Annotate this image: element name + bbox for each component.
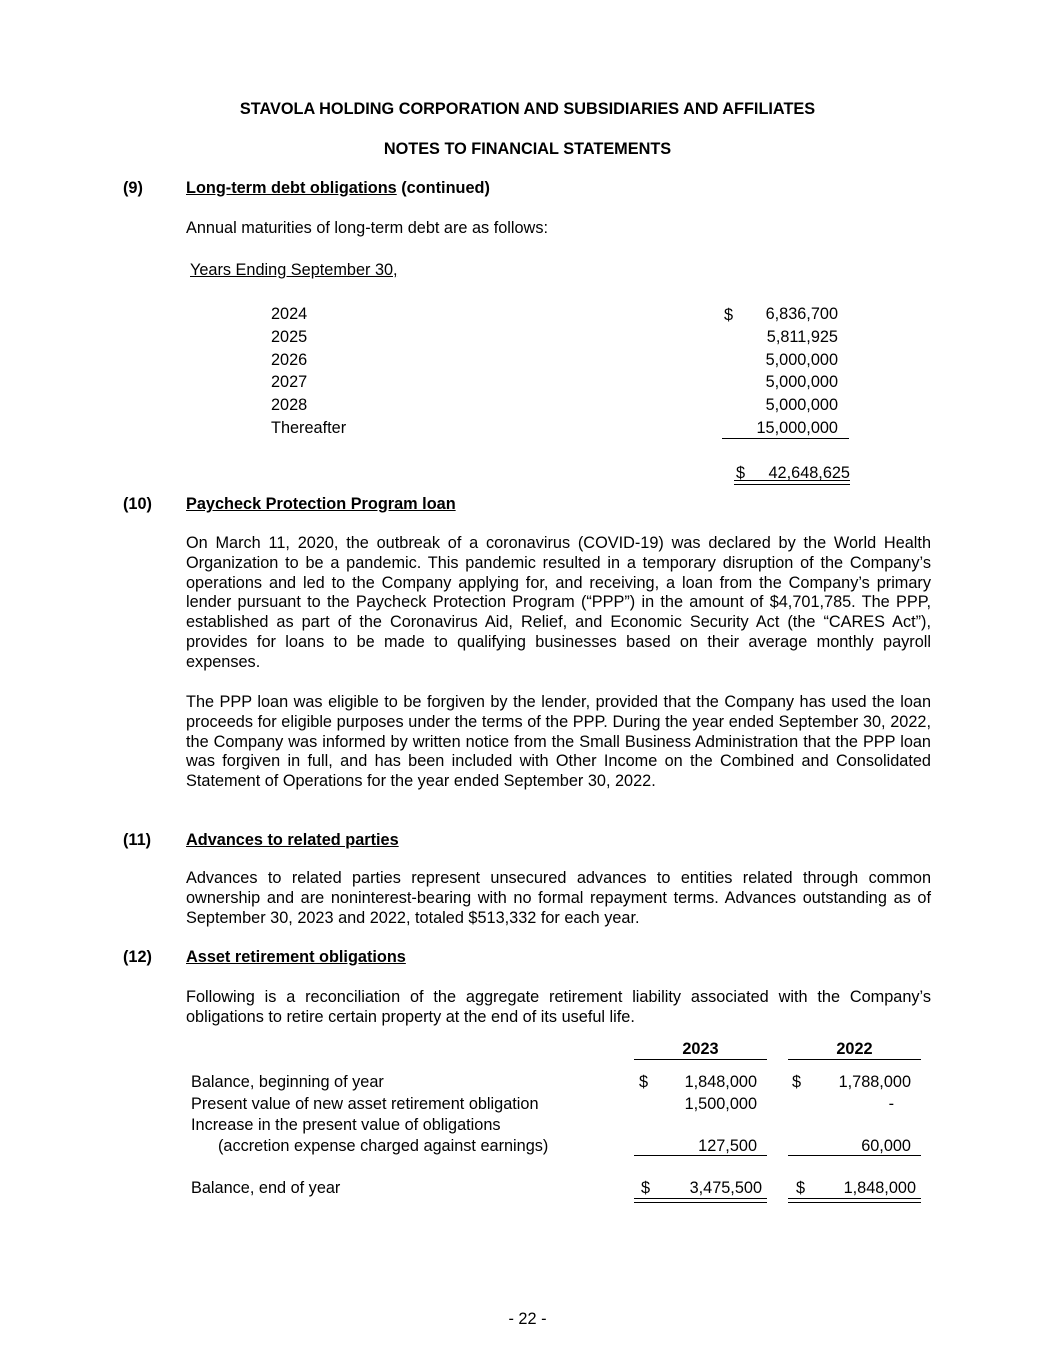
note12-number: (12): [123, 948, 152, 966]
total-double-rule-2023: [634, 1198, 767, 1203]
note11-number: (11): [123, 831, 152, 849]
amount-2022: -: [888, 1095, 894, 1113]
maturity-year: 2024: [271, 305, 308, 323]
total-double-rule: [734, 480, 850, 485]
total-double-rule-2022: [788, 1198, 921, 1203]
currency-symbol: $: [792, 1073, 802, 1091]
note9-heading: [186, 179, 490, 198]
maturities-total: 42,648,625: [768, 464, 850, 482]
currency-symbol: $: [724, 306, 734, 324]
note12-paragraph: Following is a reconciliation of the aggregate retirement liability associated with the Company’s obligations to retire certain property at the end of its useful life.: [186, 988, 931, 1026]
page-number: - 22 -: [508, 1310, 547, 1328]
column-header-2022: 2022: [836, 1040, 873, 1058]
note9-intro: Annual maturities of long-term debt are as follows:: [186, 219, 548, 237]
note9-number: (9): [123, 179, 143, 197]
note9-title: Long-term debt obligations: [186, 179, 397, 197]
amount-2023: 1,848,000: [684, 1073, 757, 1091]
maturities-table-heading: Years Ending September 30,: [190, 261, 398, 279]
maturity-amount: 5,811,925: [766, 328, 838, 346]
amount-2023: 1,500,000: [684, 1095, 757, 1113]
note10-number: (10): [123, 495, 152, 513]
maturity-amount: 5,000,000: [765, 396, 838, 414]
amount-2023: 127,500: [698, 1137, 757, 1155]
maturity-amount: 5,000,000: [765, 373, 838, 391]
maturity-year: 2027: [271, 373, 308, 391]
row-label: Present value of new asset retirement obligation: [191, 1095, 539, 1113]
company-name: STAVOLA HOLDING CORPORATION AND SUBSIDIARIES AND AFFILIATES: [239, 100, 816, 118]
total-2022: 1,848,000: [843, 1179, 916, 1197]
amount-2022: 60,000: [861, 1137, 911, 1155]
row-label: Increase in the present value of obligations: [191, 1116, 501, 1134]
total-row-label: Balance, end of year: [191, 1179, 341, 1197]
maturity-year: 2028: [271, 396, 308, 414]
note10-title: Paycheck Protection Program loan: [186, 495, 456, 513]
note10-paragraph-2: The PPP loan was eligible to be forgiven by the lender, provided that the Company has used the loan proceeds for eligible purposes under the terms of the PPP. During the year ended September 30, 2022, the Company was informed by written notice from the Small Business Administration that the PPP loan was forgiven in full, and has been included with Other Income on the Combined and Consolidated Statement of Operations for the year ended September 30, 2022.: [186, 693, 931, 791]
header-rule-2022: [788, 1059, 921, 1060]
page-subtitle: NOTES TO FINANCIAL STATEMENTS: [383, 140, 672, 158]
amount-2022: 1,788,000: [838, 1073, 911, 1091]
subtotal-rule-2022: [788, 1155, 921, 1156]
maturity-year: 2025: [271, 328, 308, 346]
total-2023: 3,475,500: [689, 1179, 762, 1197]
currency-symbol: $: [796, 1179, 806, 1197]
row-label-continued: (accretion expense charged against earnings): [218, 1137, 549, 1155]
note11-paragraph: Advances to related parties represent unsecured advances to entities related through common ownership and are noninterest-bearing with no formal repayment terms. Advances outstanding as of September 30, 2023 and 2022, totaled $513,332 for each year.: [186, 869, 931, 927]
note11-title: Advances to related parties: [186, 831, 399, 849]
currency-symbol: $: [641, 1179, 651, 1197]
maturity-year: Thereafter: [271, 419, 347, 437]
maturity-amount: 15,000,000: [756, 419, 838, 437]
subtotal-rule-2023: [634, 1155, 767, 1156]
column-header-2023: 2023: [682, 1040, 719, 1058]
note10-paragraph-1: On March 11, 2020, the outbreak of a coronavirus (COVID-19) was declared by the World Health Organization to be a pandemic. This pandemic resulted in a temporary disruption of the Company’s operations and led to the Company applying for, and receiving, a loan from the Company’s primary lender pursuant to the Paycheck Protection Program (“PPP”) in the amount of $4,701,785. The PPP, established as part of the Coronavirus Aid, Relief, and Economic Security Act (the “CARES Act”), provides for loans to be made to qualifying businesses based on their average monthly payroll expenses.: [186, 534, 931, 671]
note9-title-suffix: (continued): [396, 179, 490, 197]
note12-title: Asset retirement obligations: [186, 948, 406, 966]
header-rule-2023: [634, 1059, 767, 1060]
row-label: Balance, beginning of year: [191, 1073, 384, 1091]
currency-symbol: $: [639, 1073, 649, 1091]
maturity-amount: 6,836,700: [765, 305, 838, 323]
maturity-amount: 5,000,000: [765, 351, 838, 369]
total-currency-symbol: $: [736, 464, 746, 482]
subtotal-rule: [722, 438, 849, 439]
maturity-year: 2026: [271, 351, 308, 369]
